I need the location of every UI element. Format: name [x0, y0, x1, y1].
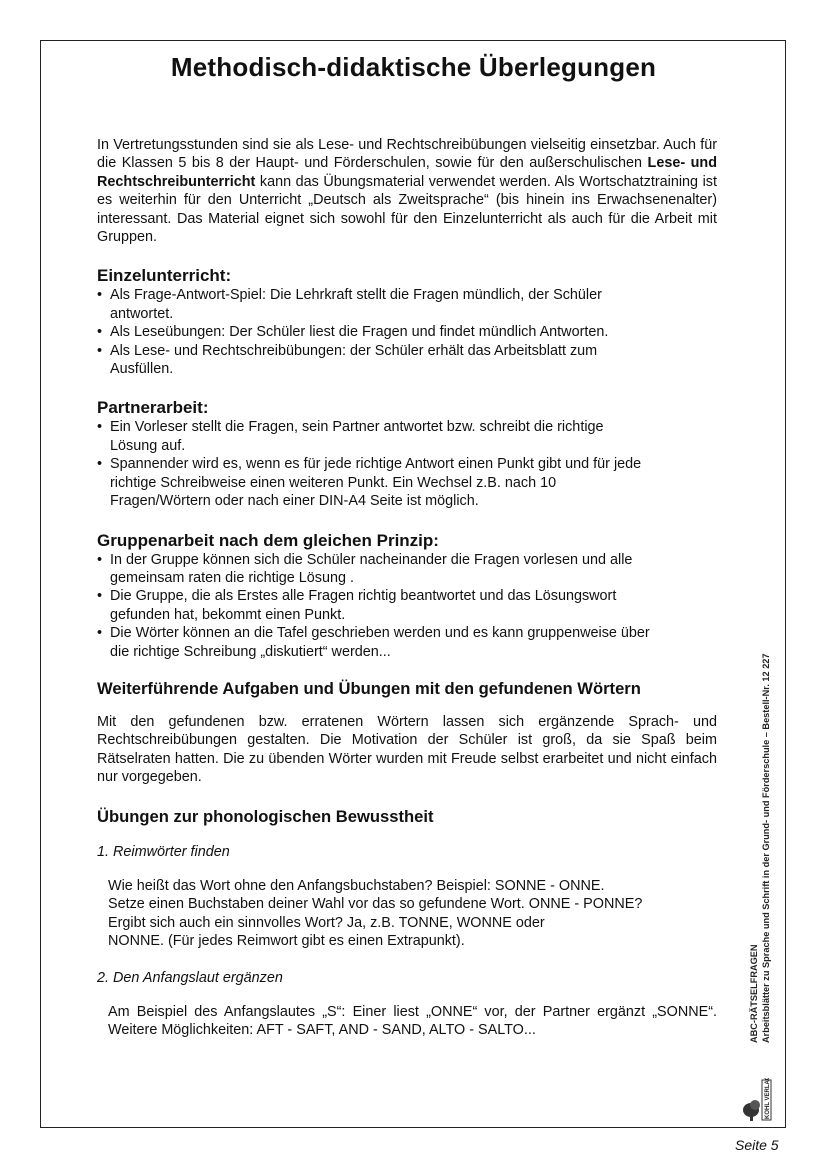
heading-phonologische: Übungen zur phonologischen Bewusstheit [97, 806, 434, 826]
list-item: • Ein Vorleser stellt die Fragen, sein Partner antwortet bzw. schreibt die richtige Lösung auf. [97, 418, 717, 455]
sidebar-series-title: ABC-RÄTSELFRAGEN [749, 944, 759, 1043]
logo-text: KOHL VERLAG [765, 1078, 771, 1119]
heading-weiterfuehrende: Weiterführende Aufgaben und Übungen mit den gefundenen Wörtern [97, 678, 641, 698]
list-item: • In der Gruppe können sich die Schüler nacheinander die Fragen vorlesen und alle gemeinsam raten die richtige Lösung . [97, 551, 717, 588]
exercise-line: Setze einen Buchstaben deiner Wahl vor das so gefundene Wort. ONNE - PONNE? [108, 896, 643, 913]
intro-text-2: kann das Übungsmaterial verwendet werden. Als Wortschatztraining ist es weiterhin für den Unterricht „Deutsch als Zweitsprache“ (bis hinein ins Erwachsenenalter) interessant. Das Material eignet sich sowohl für den Einzelunterricht als auch für die Arbeit mit Gruppen. [97, 173, 717, 246]
sidebar-imprint [749, 603, 781, 1043]
einzel-list [97, 286, 717, 378]
gruppe-list [97, 551, 717, 661]
heading-einzelunterricht: Einzelunterricht: [97, 266, 232, 286]
partner-list [97, 418, 717, 510]
weiter-paragraph: Mit den gefundenen bzw. erratenen Wörtern lassen sich ergänzende Sprach- und Rechtschreibübungen gestalten. Die Motivation der Schüler ist groß, da sie Spaß beim Rätselraten hatten. Die zu übenden Wörter wurden mit Freude selbst erarbeitet und nicht einfach nur vorgegeben. [97, 713, 717, 786]
intro-paragraph [97, 136, 717, 246]
list-item: • Die Wörter können an die Tafel geschrieben werden und es kann gruppenweise über die richtige Schreibung „diskutiert“ werden... [97, 624, 717, 661]
heading-partnerarbeit: Partnerarbeit: [97, 398, 209, 418]
list-item: • Als Leseübungen: Der Schüler liest die Fragen und findet mündlich Antworten. [97, 323, 717, 341]
exercise-2-body: Am Beispiel des Anfangslautes „S“: Einer liest „ONNE“ vor, der Partner ergänzt „SONNE“. Weitere Möglichkeiten: AFT - SAFT, AND - SAND, ALTO - SALTO... [108, 1004, 717, 1039]
exercise-line: Wie heißt das Wort ohne den Anfangsbuchstaben? Beispiel: SONNE - ONNE. [108, 877, 605, 894]
exercise-1-body [97, 877, 717, 951]
exercise-line: Ergibt sich auch ein sinnvolles Wort? Ja, z.B. TONNE, WONNE oder [108, 914, 545, 931]
sidebar-subtitle: Arbeitsblätter zu Sprache und Schrift in der Grund- und Förderschule – Bestell-Nr. 12 227 [760, 653, 771, 1043]
list-item: • Als Frage-Antwort-Spiel: Die Lehrkraft stellt die Fragen mündlich, der Schüler antwortet. [97, 286, 717, 323]
intro-bold: Lese- und Rechtschreibunterricht [97, 155, 717, 190]
exercise-line: NONNE. (Für jedes Reimwort gibt es einen Extrapunkt). [108, 933, 465, 950]
page-number: Seite 5 [735, 1137, 779, 1153]
list-item: • Spannender wird es, wenn es für jede richtige Antwort einen Punkt gibt und für jede richtige Schreibweise einen weiteren Punkt. Ein Wechsel z.B. nach 10 Fragen/Wörtern oder nach einer DIN-A4 Seite ist möglich. [97, 455, 717, 510]
list-item: • Die Gruppe, die als Erstes alle Fragen richtig beantwortet und das Lösungswort gefunden hat, bekommt einen Punkt. [97, 587, 717, 624]
intro-text-1: In Vertretungsstunden sind sie als Lese- und Rechtschreibübungen vielseitig einsetzbar. Auch für die Klassen 5 bis 8 der Haupt- und Förderschulen, sowie für den außerschulischen [97, 137, 717, 172]
publisher-logo [742, 1078, 778, 1122]
exercise-2-title: 2. Den Anfangslaut ergänzen [97, 969, 283, 986]
heading-gruppenarbeit: Gruppenarbeit nach dem gleichen Prinzip: [97, 530, 439, 550]
list-item: • Als Lese- und Rechtschreibübungen: der Schüler erhält das Arbeitsblatt zum Ausfüllen. [97, 342, 717, 379]
exercise-1-title: 1. Reimwörter finden [97, 843, 230, 860]
main-content [97, 136, 717, 1040]
page-title: Methodisch-didaktische Überlegungen [170, 52, 657, 82]
